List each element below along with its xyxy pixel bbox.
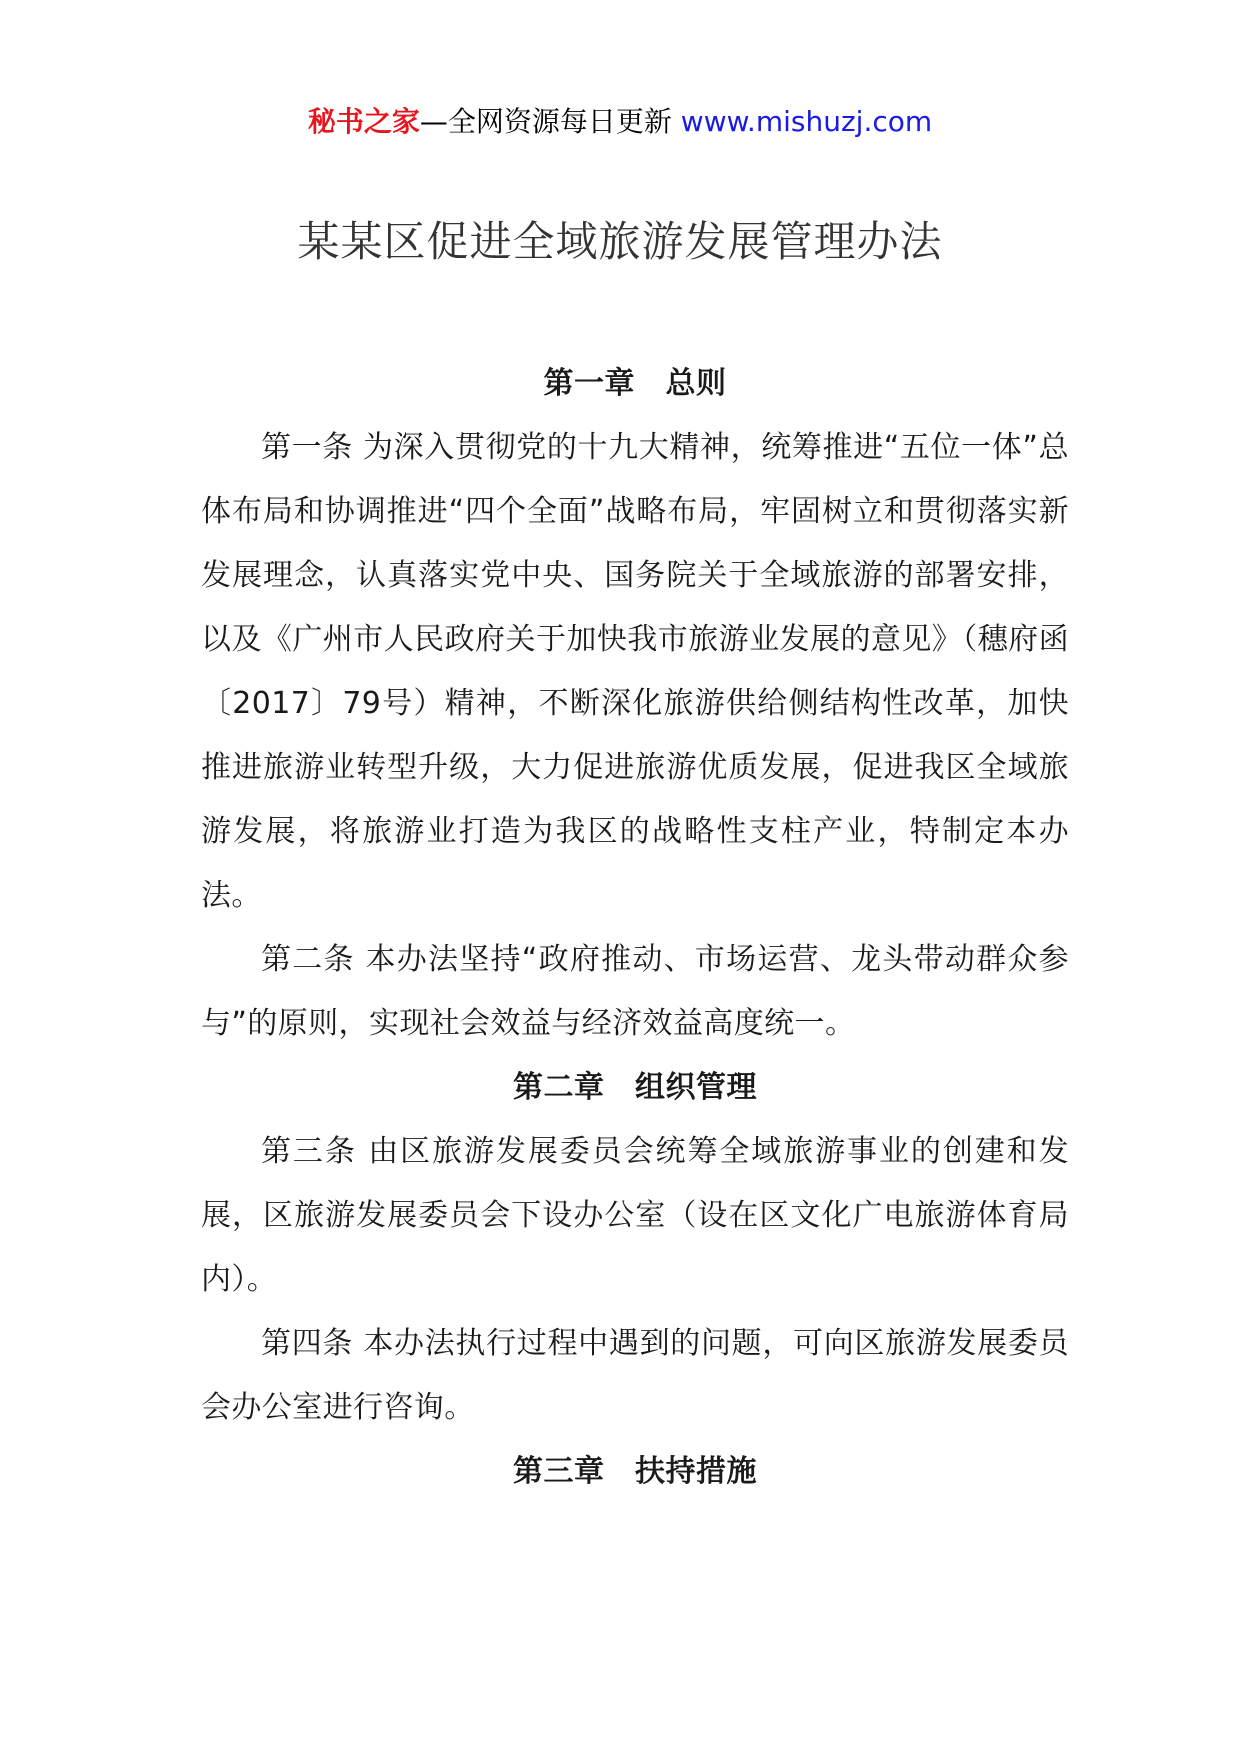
- chapter-heading: 第一章 总则: [543, 366, 727, 401]
- chapter-heading: 第二章 组织管理: [513, 1070, 757, 1105]
- article-paragraph: 第二条 本办法坚持“政府推动、市场运营、龙头带动群众参与”的原则，实现社会效益与经济效益高度统一。: [201, 942, 1069, 1041]
- site-url-link[interactable]: www.mishuzj.com: [680, 105, 933, 138]
- document-title: 某某区促进全域旅游发展管理办法: [297, 217, 943, 266]
- document-body: [201, 352, 1069, 1504]
- brand-name: 秘书之家: [307, 105, 420, 138]
- article-paragraph: 第四条 本办法执行过程中遇到的问题，可向区旅游发展委员会办公室进行咨询。: [201, 1326, 1069, 1425]
- chapter-heading: 第三章 扶持措施: [513, 1454, 757, 1489]
- site-header: [0, 102, 1240, 142]
- article-paragraph: 第三条 由区旅游发展委员会统筹全域旅游事业的创建和发展，区旅游发展委员会下设办公室（设在区文化广电旅游体育局内）。: [201, 1134, 1069, 1297]
- article-paragraph: 第一条 为深入贯彻党的十九大精神，统筹推进“五位一体”总体布局和协调推进“四个全面”战略布局，牢固树立和贯彻落实新发展理念，认真落实党中央、国务院关于全域旅游的部署安排，以及《广州市人民政府关于加快我市旅游业发展的意见》（穗府函〔2017〕79号）精神，不断深化旅游供给侧结构性改革，加快推进旅游业转型升级，大力促进旅游优质发展，促进我区全域旅游发展，将旅游业打造为我区的战略性支柱产业，特制定本办法。: [201, 430, 1069, 913]
- header-slogan: —全网资源每日更新: [419, 105, 672, 138]
